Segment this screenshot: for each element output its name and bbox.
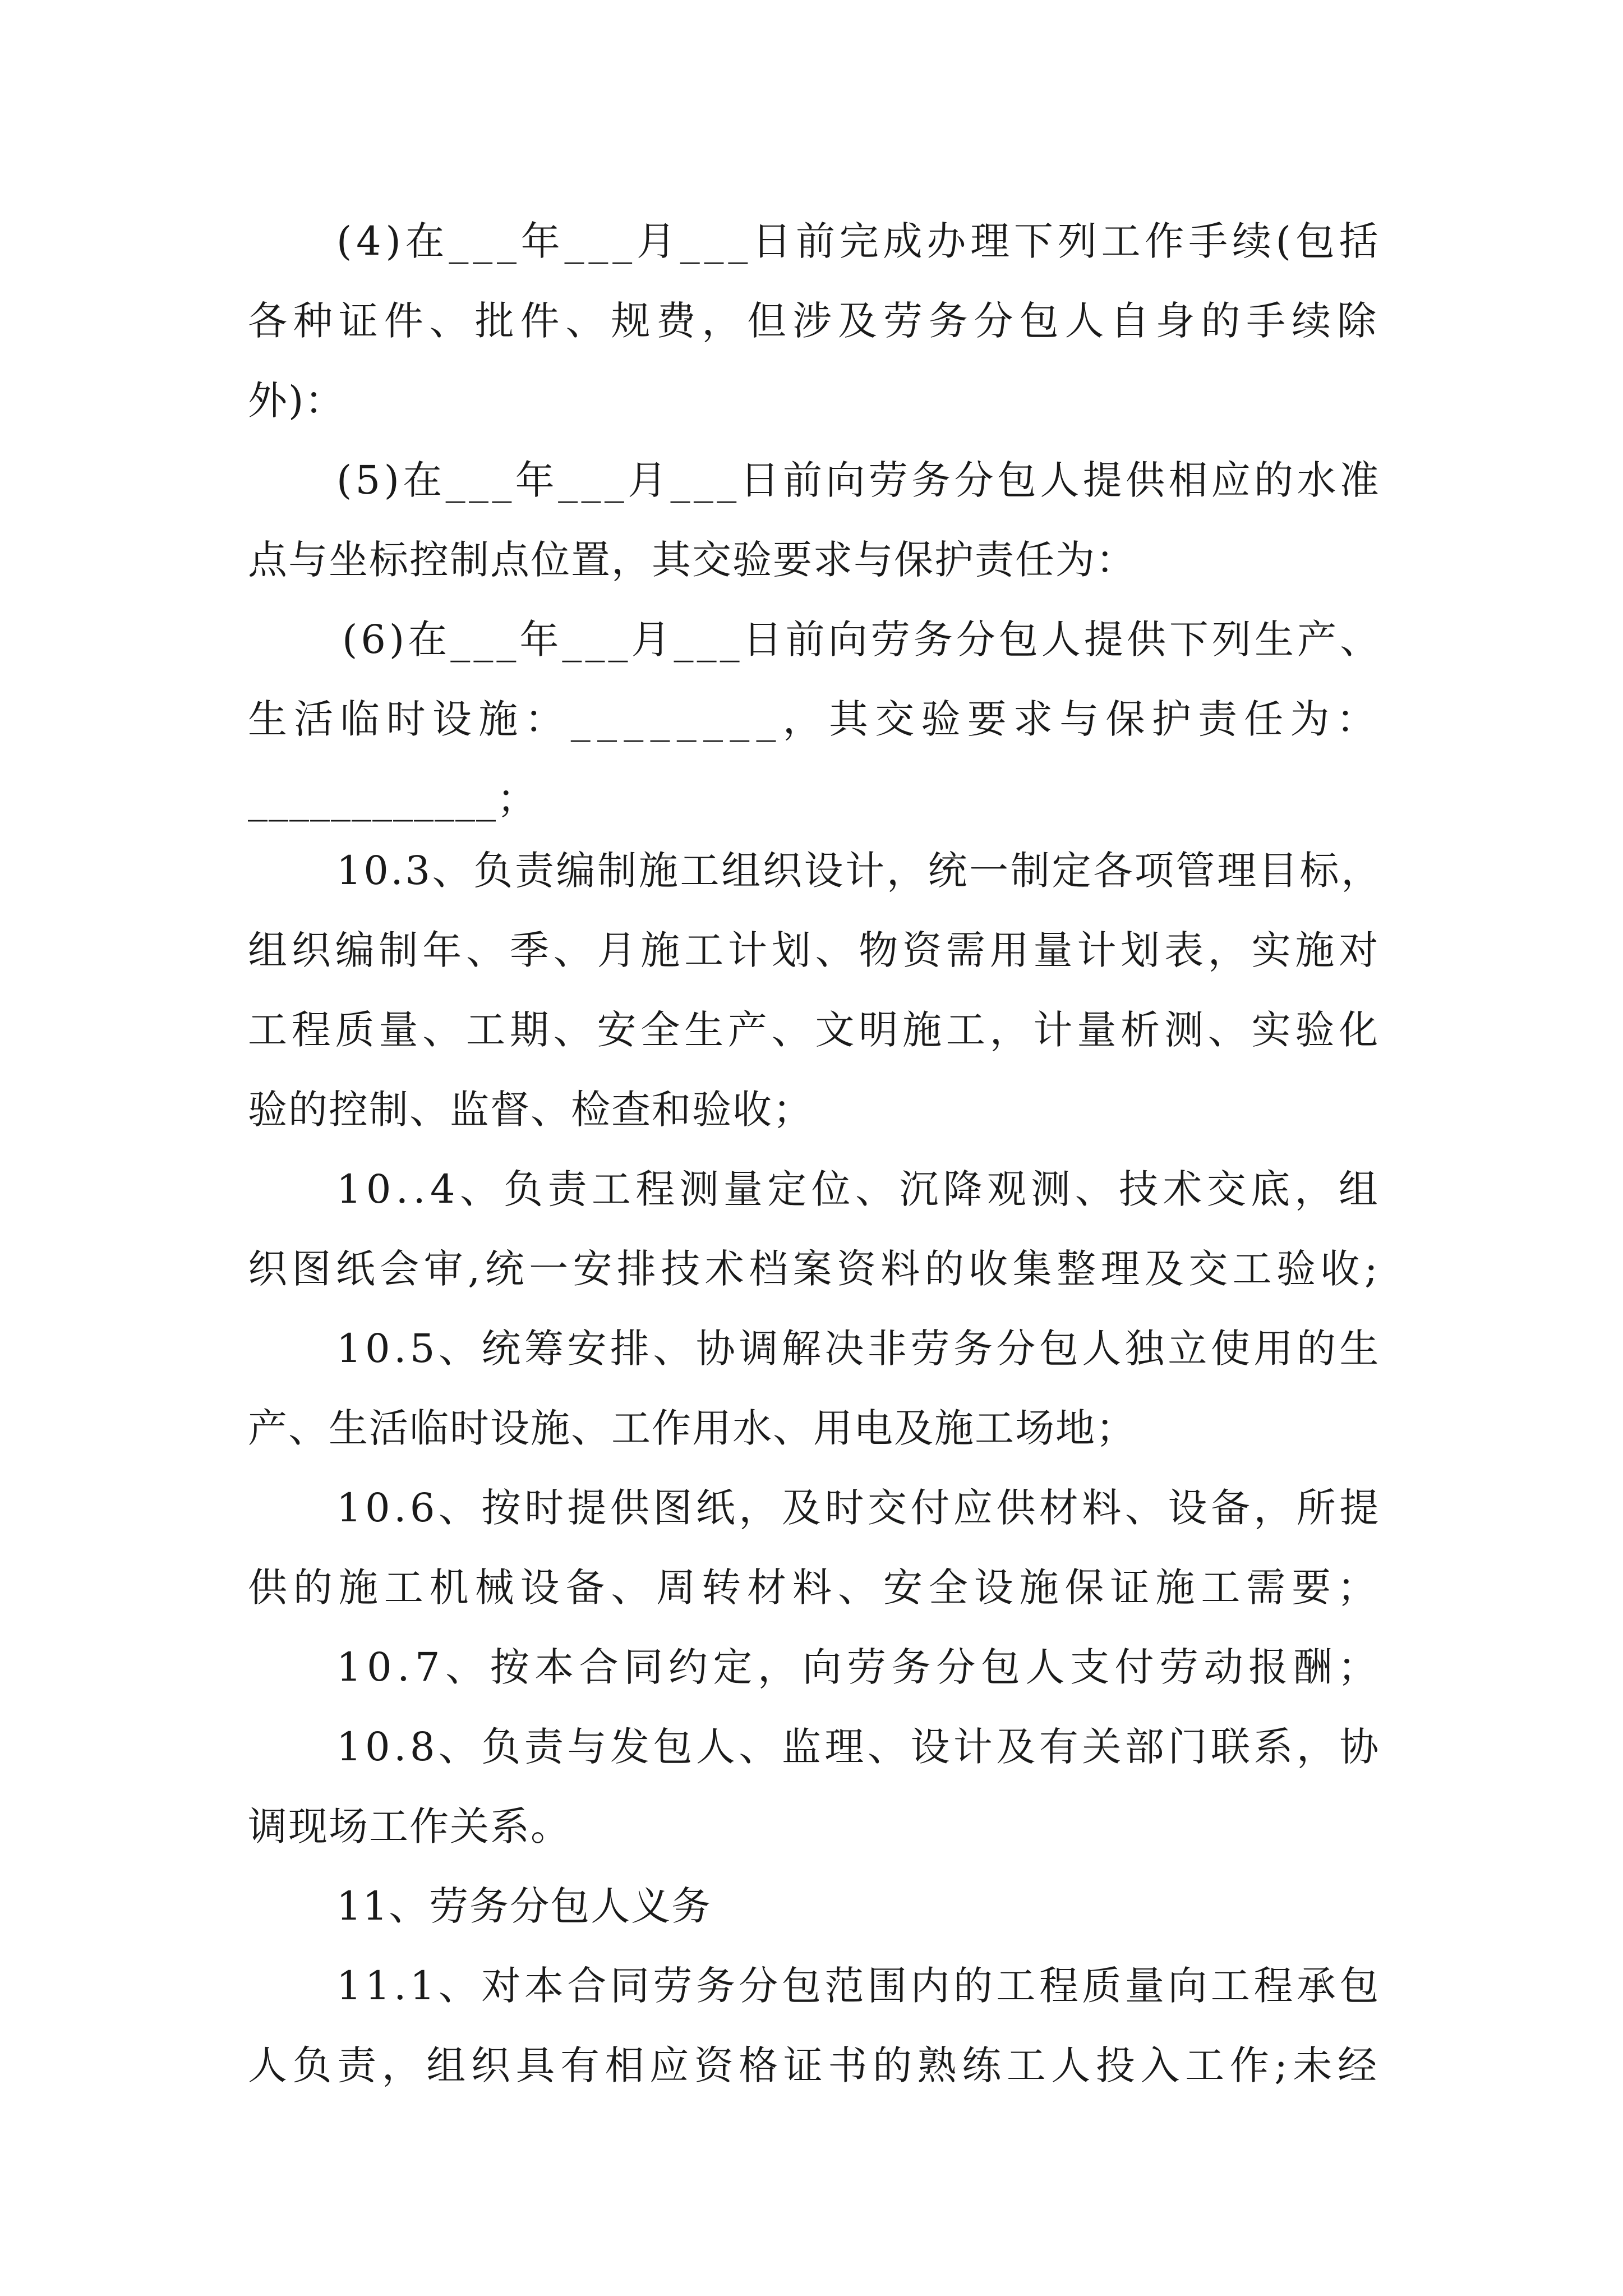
text-line: 人负责，组织具有相应资格证书的熟练工人投入工作;未经 xyxy=(248,2042,1382,2088)
text-line: 10..4、负责工程测量定位、沉降观测、技术交底，组 xyxy=(336,1166,1383,1212)
text-line: 验的控制、监督、检查和验收； xyxy=(248,1087,813,1133)
text-line: 外)： xyxy=(248,378,345,424)
text-line: 点与坐标控制点位置，其交验要求与保护责任为： xyxy=(248,537,1136,583)
text-line: 供的施工机械设备、周转材料、安全设施保证施工需要； xyxy=(248,1565,1382,1611)
text-line: 各种证件、批件、规费，但涉及劳务分包人自身的手续除 xyxy=(248,298,1382,344)
text-line: 10.6、按时提供图纸，及时交付应供材料、设备，所提 xyxy=(336,1485,1382,1531)
text-line: 10.8、负责与发包人、监理、设计及有关部门联系，协 xyxy=(336,1724,1382,1770)
text-line: (5)在___年___月___日前向劳务分包人提供相应的水准 xyxy=(336,457,1383,503)
text-line: ____________； xyxy=(248,776,537,822)
text-line: 10.3、负责编制施工组织设计，统一制定各项管理目标， xyxy=(336,848,1382,894)
text-line: 组织编制年、季、月施工计划、物资需用量计划表，实施对 xyxy=(248,927,1382,973)
text-line: 工程质量、工期、安全生产、文明施工，计量析测、实验化 xyxy=(248,1007,1382,1053)
text-line: 产、生活临时设施、工作用水、用电及施工场地； xyxy=(248,1405,1136,1451)
text-line: 10.5、统筹安排、协调解决非劳务分包人独立使用的生 xyxy=(336,1326,1382,1372)
text-line: 调现场工作关系。 xyxy=(248,1803,571,1849)
text-line: 生活临时设施：________，其交验要求与保护责任为： xyxy=(248,696,1382,742)
text-line: 织图纸会审,统一安排技术档案资料的收集整理及交工验收; xyxy=(248,1246,1382,1292)
text-line: (6)在___年___月___日前向劳务分包人提供下列生产、 xyxy=(342,616,1383,662)
text-line: 10.7、按本合同约定，向劳务分包人支付劳动报酬； xyxy=(336,1644,1382,1690)
section-heading: 11、劳务分包人义务 xyxy=(336,1883,712,1929)
text-line: (4)在___年___月___日前完成办理下列工作手续(包括 xyxy=(336,218,1383,264)
text-line: 11.1、对本合同劳务分包范围内的工程质量向工程承包 xyxy=(336,1963,1382,2009)
